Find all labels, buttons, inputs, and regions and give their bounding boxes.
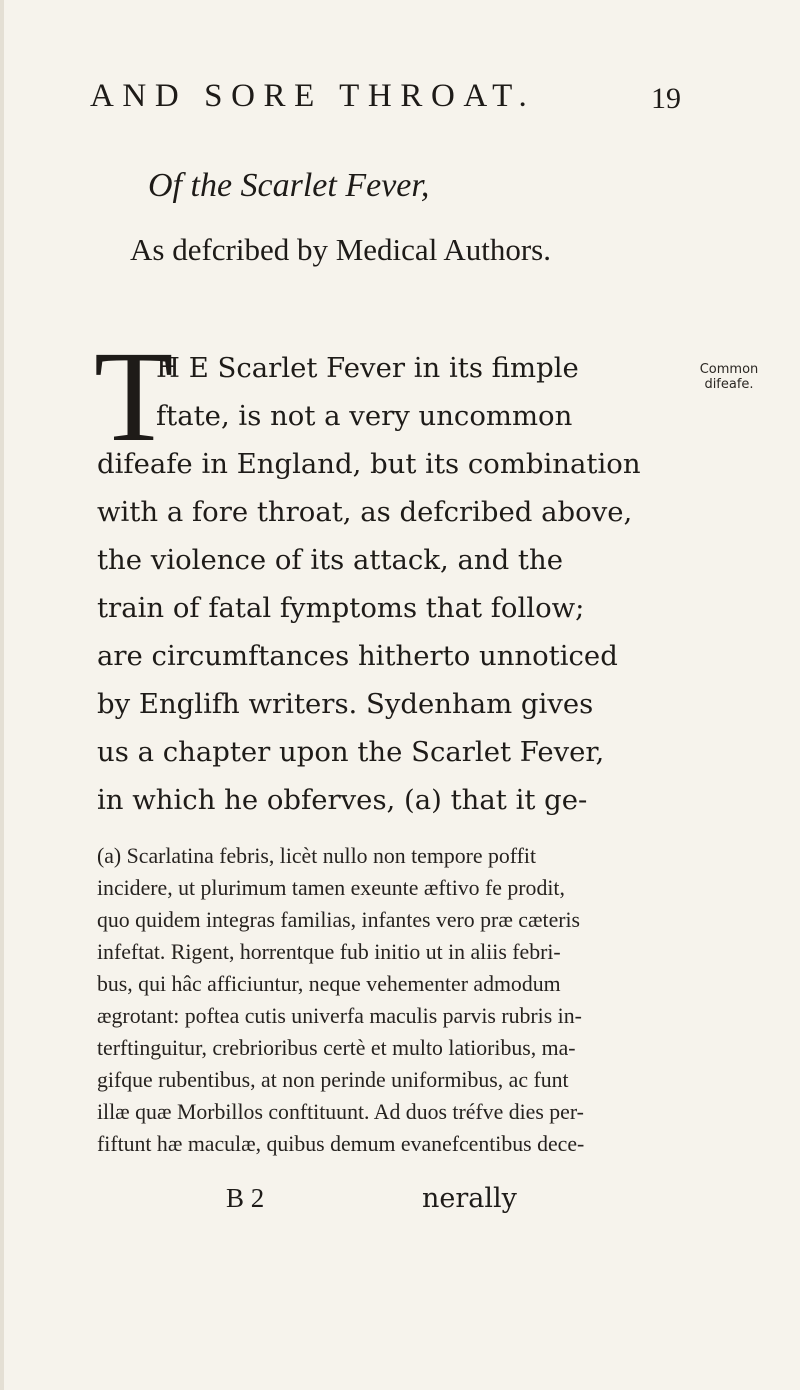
footnote-line: ægrotant: poftea cutis univerfa maculis parvis rubris in-: [97, 1004, 582, 1028]
body-line: difeafe in England, but its combination: [97, 448, 641, 480]
drop-cap: T: [94, 325, 174, 469]
body-line: train of fatal fymptoms that follow;: [97, 592, 585, 624]
footnote-line: illæ quæ Morbillos conftituunt. Ad duos tréfve dies per-: [97, 1100, 584, 1124]
section-subtitle: As defcribed by Medical Authors.: [130, 232, 551, 267]
catchword: nerally: [422, 1183, 517, 1214]
page-number: 19: [651, 82, 681, 115]
footnote-line: (a) Scarlatina febris, licèt nullo non tempore poffit: [97, 844, 537, 868]
running-head: [90, 78, 690, 124]
footnote-line: incidere, ut plurimum tamen exeunte æftivo fe prodit,: [97, 876, 565, 900]
margin-note: [690, 362, 768, 392]
running-head-title: AND SORE THROAT.: [90, 78, 536, 114]
signature-mark: B 2: [226, 1183, 265, 1213]
body-line: are circumftances hitherto unnoticed: [97, 640, 618, 672]
body-line: us a chapter upon the Scarlet Fever,: [97, 736, 605, 768]
page-edge: [0, 0, 4, 1390]
footnote-line: fiftunt hæ maculæ, quibus demum evanefcentibus dece-: [97, 1132, 585, 1156]
footnote-line: bus, qui hâc afficiuntur, neque vehementer admodum: [97, 972, 561, 996]
body-line: with a fore throat, as defcribed above,: [97, 496, 633, 528]
body-line: the violence of its attack, and the: [97, 544, 563, 576]
body-line: ftate, is not a very uncommon: [156, 400, 573, 432]
section-title: Of the Scarlet Fever,: [148, 167, 430, 204]
body-line: H E Scarlet Fever in its fimple: [156, 352, 579, 384]
footnote-line: infeftat. Rigent, horrentque fub initio ut in aliis febri-: [97, 940, 561, 964]
footnote-line: gifque rubentibus, at non perinde uniformibus, ac funt: [97, 1068, 569, 1092]
footnote-line: terftinguitur, crebrioribus certè et multo latioribus, ma-: [97, 1036, 576, 1060]
margin-note-line: Common: [699, 362, 759, 377]
footnote-line: quo quidem integras familias, infantes vero præ cæteris: [97, 908, 581, 932]
body-line: by Englifh writers. Sydenham gives: [97, 688, 594, 720]
margin-note-line: difeafe.: [704, 377, 754, 392]
body-line: in which he obferves, (a) that it ge-: [97, 784, 588, 816]
